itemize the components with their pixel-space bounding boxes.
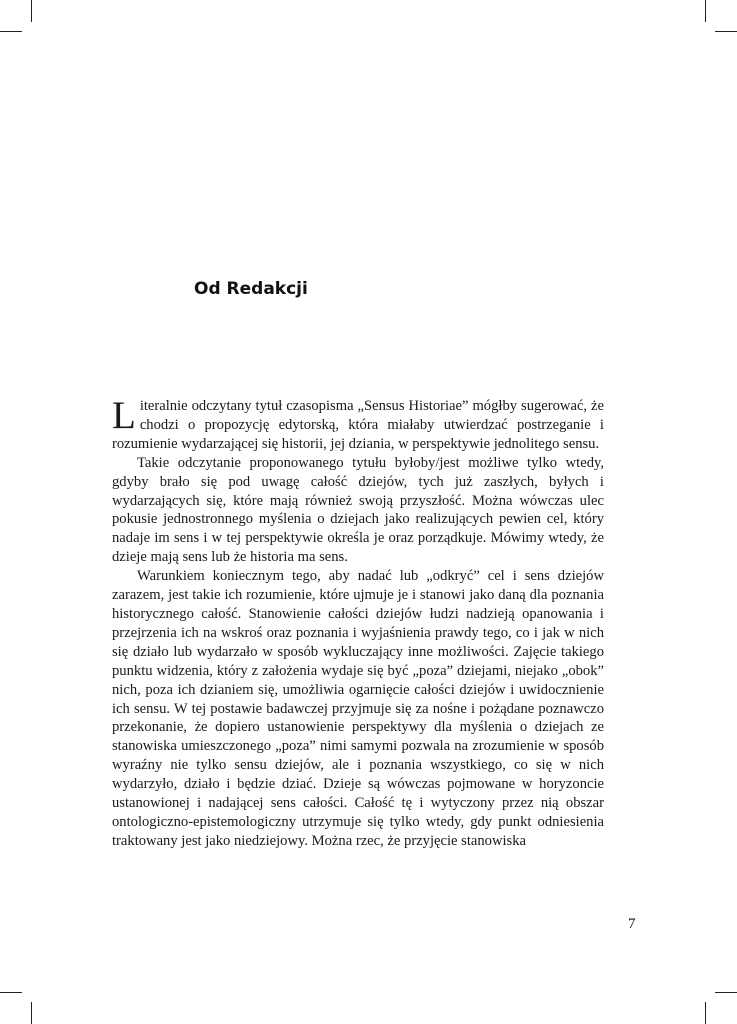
crop-mark-bottom-right-horizontal xyxy=(715,992,737,993)
drop-cap: L xyxy=(112,394,136,437)
paragraph-2: Takie odczytanie proponowanego tytułu byłoby/jest możliwe tylko wtedy, gdyby brało się pod uwagę całość dziejów, tych już zaszłych, byłych i wydarzających się, które mają również swoją przyszłość. Można wówczas ulec pokusie jednostronnego myślenia o dziejach jako realizujących pewien cel, który nadaje im sens i w tej perspektywie określa je oraz porządkuje. Mówimy wtedy, że dzieje mają sens lub że historia ma sens. xyxy=(112,454,604,566)
paragraph-1 xyxy=(112,394,604,454)
page-number: 7 xyxy=(628,916,636,932)
paragraph-1-text: iteralnie odczytany tytuł czasopisma „Sensus Historiae” mógłby sugerować, że chodzi o propozycję edytorską, która miałaby utwierdzać postrzeganie i rozumienie wydarzającej się historii, jej dziania, w perspektywie jednolitego sensu. xyxy=(112,398,604,452)
body-text xyxy=(112,394,604,851)
crop-mark-top-left-horizontal xyxy=(0,31,22,32)
crop-mark-top-right-vertical xyxy=(705,0,706,22)
crop-mark-top-left-vertical xyxy=(31,0,32,22)
crop-mark-bottom-left-vertical xyxy=(31,1002,32,1024)
crop-mark-top-right-horizontal xyxy=(715,31,737,32)
page-title: Od Redakcji xyxy=(194,279,308,299)
paragraph-3: Warunkiem koniecznym tego, aby nadać lub „odkryć” cel i sens dziejów zarazem, jest takie ich rozumienie, które ujmuje je i stanowi jako daną dla poznania historycznego całość. Stanowienie całości dziejów łudzi nadzieją opanowania i przejrzenia ich na wskroś oraz poznania i wyjaśnienia prawdy tego, co i jak w nich się działo lub wydarzało w sposób wykluczający inne możliwości. Zajęcie takiego punktu widzenia, który z założenia wydaje się być „poza” dziejami, niejako „obok” nich, poza ich dzianiem się, umożliwia ogarnięcie całości dziejów i uwidocznienie ich sensu. W tej postawie badawczej przyjmuje się za nośne i pożądane poznawczo przekonanie, że dopiero ustanowienie perspektywy dla myślenia o dziejach ze stanowiska umieszczonego „poza” nimi samymi pozwala na zrozumienie w sposób wyraźny nie tylko sensu dziejów, ale i poznania wszystkiego, co się w nich wydarzyło, działo i będzie dziać. Dzieje są wówczas pojmowane w horyzoncie ustanowionej i nadającej sens całości. Całość tę i wytyczony przez nią obszar ontologiczno-epistemologiczny utrzymuje się tylko wtedy, gdy punkt odniesienia traktowany jest jako niedziejowy. Można rzec, że przyjęcie stanowiska xyxy=(112,568,604,849)
crop-mark-bottom-left-horizontal xyxy=(0,992,22,993)
crop-mark-bottom-right-vertical xyxy=(705,1002,706,1024)
